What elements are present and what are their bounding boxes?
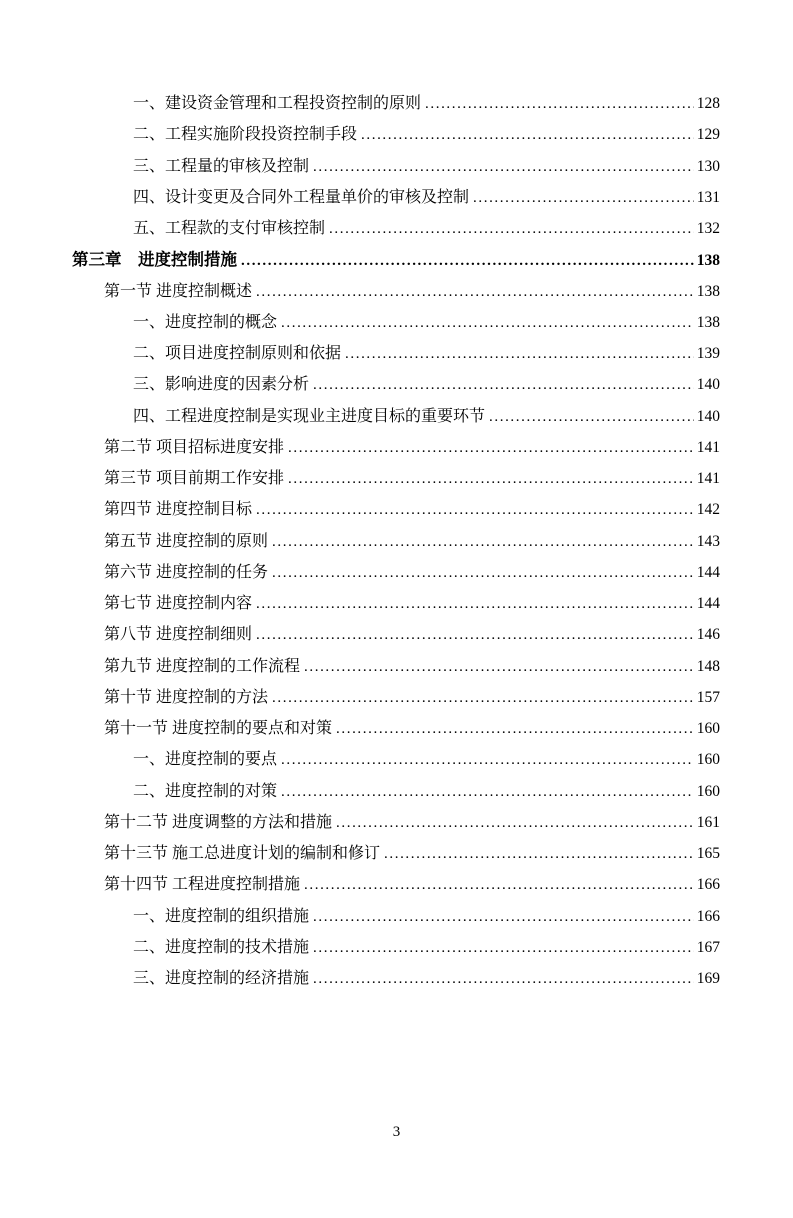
toc-entry-page-number: 146 <box>696 626 720 644</box>
toc-dot-leader <box>304 877 694 893</box>
toc-entry-title: 第十节 进度控制的方法 <box>104 688 269 706</box>
toc-dot-leader <box>336 721 694 737</box>
toc-dot-leader <box>256 284 694 300</box>
toc-dot-leader <box>304 659 694 675</box>
toc-entry-title: 第三章 进度控制措施 <box>72 250 237 270</box>
toc-dot-leader <box>336 815 694 831</box>
toc-dot-leader <box>281 784 694 800</box>
toc <box>72 96 720 1002</box>
toc-entry-title: 第十三节 施工总进度计划的编制和修订 <box>104 845 381 862</box>
toc-entry-page-number: 160 <box>696 720 720 737</box>
toc-entry-title: 三、工程量的审核及控制 <box>133 157 310 175</box>
toc-entry-title: 二、进度控制的技术措施 <box>133 938 310 956</box>
toc-entry-title: 一、进度控制的要点 <box>133 751 278 769</box>
toc-entry-page-number: 129 <box>696 126 720 144</box>
toc-entry-title: 四、工程进度控制是实现业主进度目标的重要环节 <box>133 407 486 425</box>
toc-entry-page-number: 128 <box>696 95 720 112</box>
toc-entry[interactable] <box>72 127 720 158</box>
toc-dot-leader <box>272 690 694 706</box>
toc-entry-title: 第一节 进度控制概述 <box>104 282 253 300</box>
toc-entry-page-number: 160 <box>696 751 720 769</box>
toc-dot-leader <box>313 909 694 925</box>
toc-entry[interactable] <box>72 815 720 846</box>
toc-entry[interactable] <box>72 877 720 908</box>
toc-entry-page-number: 165 <box>696 845 720 862</box>
toc-dot-leader <box>489 409 694 425</box>
toc-entry[interactable] <box>72 940 720 971</box>
toc-entry-page-number: 130 <box>696 157 720 175</box>
toc-entry[interactable] <box>72 346 720 377</box>
toc-dot-leader <box>256 627 694 643</box>
toc-dot-leader <box>384 846 694 862</box>
toc-entry-page-number: 138 <box>696 313 720 331</box>
toc-entry-title: 五、工程款的支付审核控制 <box>133 220 326 237</box>
toc-dot-leader <box>361 127 694 143</box>
toc-dot-leader <box>313 377 694 393</box>
toc-entry-page-number: 140 <box>696 376 720 394</box>
toc-entry[interactable] <box>72 596 720 627</box>
toc-entry-page-number: 143 <box>696 532 720 550</box>
toc-entry-page-number: 160 <box>696 782 720 800</box>
document-page <box>0 95 793 1140</box>
toc-entry[interactable] <box>72 221 720 252</box>
toc-entry-title: 一、进度控制的组织措施 <box>133 907 310 925</box>
toc-entry[interactable] <box>72 659 720 690</box>
toc-entry[interactable] <box>72 971 720 1002</box>
toc-entry[interactable] <box>72 471 720 502</box>
toc-entry-page-number: 139 <box>696 345 720 362</box>
toc-dot-leader <box>345 346 694 362</box>
toc-entry-title: 二、项目进度控制原则和依据 <box>133 345 342 362</box>
toc-entry-title: 第五节 进度控制的原则 <box>104 532 269 550</box>
toc-dot-leader <box>241 252 694 269</box>
toc-dot-leader <box>272 534 694 550</box>
toc-entry-page-number: 131 <box>696 188 720 206</box>
toc-entry-title: 第十四节 工程进度控制措施 <box>104 876 301 894</box>
toc-entry[interactable] <box>72 846 720 877</box>
toc-entry[interactable] <box>72 909 720 940</box>
toc-dot-leader <box>256 596 694 612</box>
toc-entry-title: 第九节 进度控制的工作流程 <box>104 657 301 675</box>
toc-entry-page-number: 169 <box>696 970 720 987</box>
toc-entry[interactable] <box>72 159 720 190</box>
toc-entry-title: 第八节 进度控制细则 <box>104 626 253 644</box>
toc-entry-page-number: 157 <box>696 688 720 706</box>
toc-entry[interactable] <box>72 534 720 565</box>
toc-entry-title: 第三节 项目前期工作安排 <box>104 470 285 487</box>
toc-entry-page-number: 144 <box>696 563 720 581</box>
toc-entry-title: 第六节 进度控制的任务 <box>104 563 269 581</box>
toc-dot-leader <box>313 940 694 956</box>
toc-entry[interactable] <box>72 190 720 221</box>
toc-entry-page-number: 138 <box>696 282 720 300</box>
toc-entry-page-number: 132 <box>696 220 720 237</box>
toc-entry-page-number: 141 <box>696 438 720 456</box>
toc-dot-leader <box>288 471 694 487</box>
toc-dot-leader <box>281 752 694 768</box>
toc-entry-title: 第十一节 进度控制的要点和对策 <box>104 720 333 737</box>
toc-entry-title: 第四节 进度控制目标 <box>104 501 253 519</box>
toc-entry-page-number: 138 <box>696 252 720 270</box>
toc-entry[interactable] <box>72 752 720 783</box>
toc-entry[interactable] <box>72 721 720 752</box>
toc-entry-title: 三、影响进度的因素分析 <box>133 376 310 394</box>
toc-entry-page-number: 144 <box>696 595 720 612</box>
toc-entry-title: 三、进度控制的经济措施 <box>133 970 310 987</box>
toc-entry[interactable] <box>72 284 720 315</box>
toc-dot-leader <box>473 190 694 206</box>
toc-dot-leader <box>272 565 694 581</box>
toc-dot-leader <box>425 96 694 112</box>
toc-entry[interactable] <box>72 627 720 658</box>
toc-entry[interactable] <box>72 440 720 471</box>
toc-entry-title: 第七节 进度控制内容 <box>104 595 253 612</box>
toc-entry[interactable] <box>72 252 720 283</box>
toc-dot-leader <box>256 502 694 518</box>
toc-entry-page-number: 148 <box>696 657 720 675</box>
toc-entry[interactable] <box>72 502 720 533</box>
toc-entry-page-number: 166 <box>696 907 720 925</box>
toc-entry[interactable] <box>72 315 720 346</box>
toc-entry-page-number: 166 <box>696 876 720 894</box>
toc-entry-title: 第十二节 进度调整的方法和措施 <box>104 813 333 831</box>
toc-dot-leader <box>313 971 694 987</box>
toc-entry-page-number: 167 <box>696 938 720 956</box>
toc-entry-page-number: 141 <box>696 470 720 487</box>
toc-entry[interactable] <box>72 784 720 815</box>
toc-dot-leader <box>281 315 694 331</box>
toc-entry[interactable] <box>72 377 720 408</box>
toc-entry-page-number: 142 <box>696 501 720 519</box>
toc-entry-title: 一、建设资金管理和工程投资控制的原则 <box>133 95 422 112</box>
toc-entry-page-number: 140 <box>696 407 720 425</box>
toc-dot-leader <box>288 440 694 456</box>
toc-entry[interactable] <box>72 96 720 127</box>
toc-entry[interactable] <box>72 565 720 596</box>
toc-dot-leader <box>313 159 694 175</box>
toc-entry-title: 二、工程实施阶段投资控制手段 <box>133 126 358 144</box>
page-number-footer: 3 <box>392 1124 401 1140</box>
toc-entry[interactable] <box>72 690 720 721</box>
toc-entry-title: 四、设计变更及合同外工程量单价的审核及控制 <box>133 188 470 206</box>
toc-entry-page-number: 161 <box>696 813 720 831</box>
toc-dot-leader <box>329 221 694 237</box>
toc-entry-title: 一、进度控制的概念 <box>133 313 278 331</box>
toc-entry[interactable] <box>72 409 720 440</box>
toc-entry-title: 第二节 项目招标进度安排 <box>104 438 285 456</box>
toc-entry-title: 二、进度控制的对策 <box>133 782 278 800</box>
